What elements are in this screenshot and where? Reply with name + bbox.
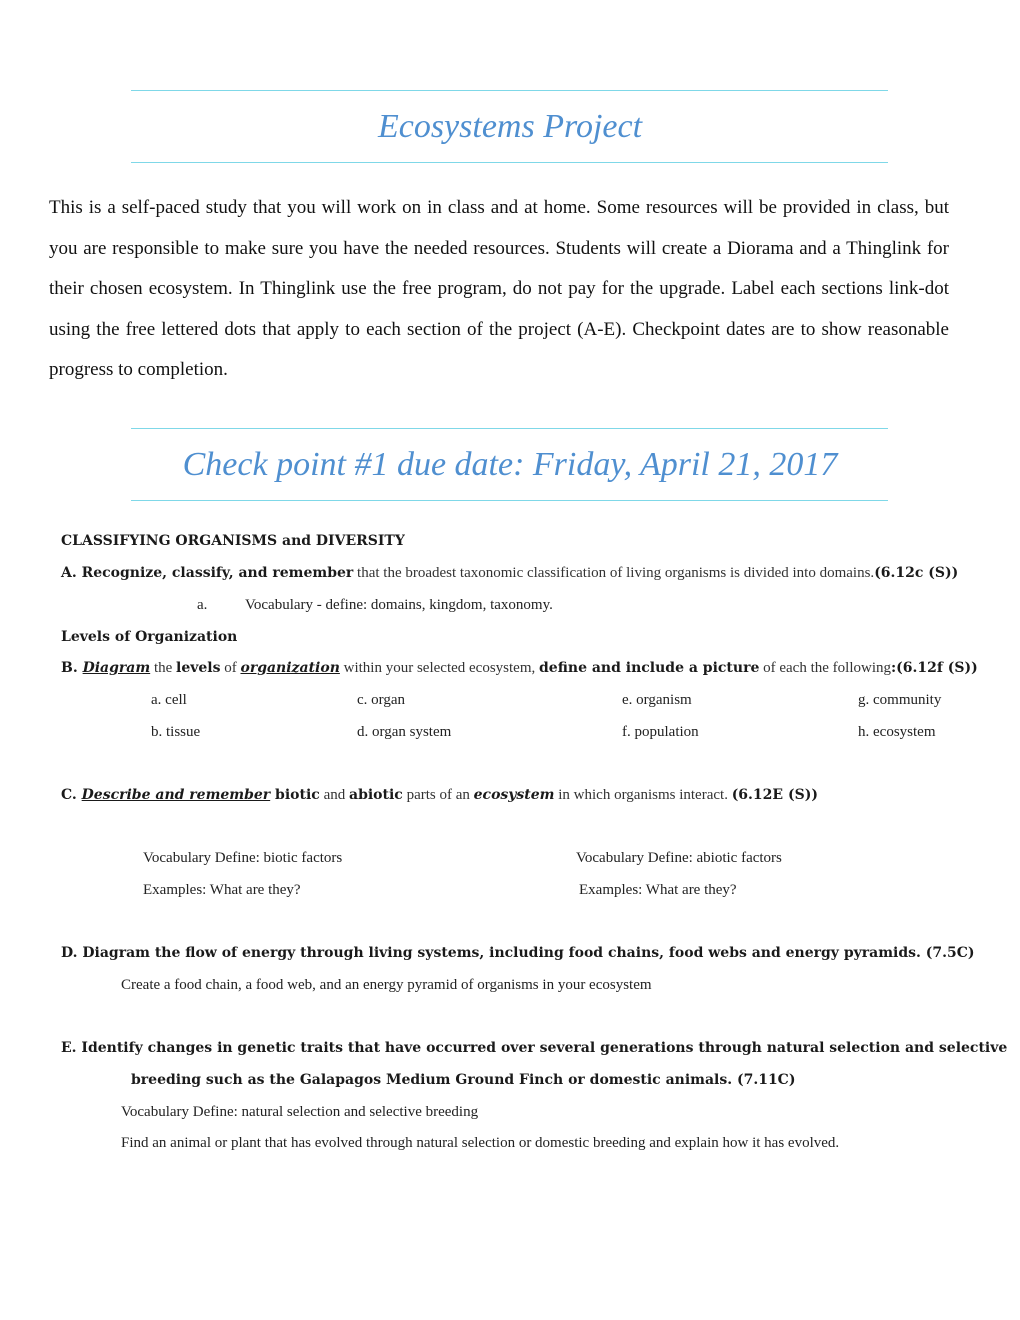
section-c-interact: in which organisms interact. — [554, 787, 732, 803]
section-e-task: Find an animal or plant that has evolved through natural selection or domestic breeding and explain how it has evolved. — [121, 1135, 840, 1151]
level-item: a. cell — [151, 692, 187, 708]
section-c-describe: Describe and remember — [81, 787, 271, 803]
section-b-organization: organization — [240, 660, 340, 676]
section-c-parts: parts of an — [402, 787, 474, 803]
section-c-line — [61, 787, 818, 804]
section-b-diagram: Diagram — [82, 660, 151, 676]
section-c-biotic: biotic — [270, 787, 320, 803]
level-item: h. ecosystem — [858, 724, 936, 740]
level-item: d. organ system — [357, 724, 452, 740]
level-item: c. organ — [357, 692, 406, 708]
section-b-of: of — [220, 660, 241, 676]
section-a-text: that the broadest taxonomic classification of living organisms is divided into domains. — [353, 565, 875, 581]
section-e-heading-line2: breeding such as the Galapagos Medium Ground Finch or domestic animals. (7.11C) — [131, 1072, 796, 1088]
level-item: f. population — [622, 724, 699, 740]
classifying-heading: CLASSIFYING ORGANISMS and DIVERSITY — [61, 533, 405, 549]
section-e-heading-line1: E. Identify changes in genetic traits that have occurred over several generations through natural selection and selective — [61, 1040, 1008, 1056]
section-b-levels: levels — [176, 660, 221, 676]
level-item: e. organism — [622, 692, 692, 708]
section-a-sub-marker: a. — [197, 597, 208, 613]
examples-biotic: Examples: What are they? — [143, 882, 301, 898]
section-b-following: of each the following — [759, 660, 891, 676]
title-bottom-rule — [131, 162, 888, 163]
section-b-letter: B. — [61, 660, 83, 676]
levels-heading: Levels of Organization — [61, 629, 238, 645]
page-title: Ecosystems Project — [377, 108, 643, 145]
section-c-letter: C. — [61, 787, 82, 803]
vocab-biotic: Vocabulary Define: biotic factors — [143, 850, 343, 866]
vocab-abiotic: Vocabulary Define: abiotic factors — [576, 850, 782, 866]
section-c-abiotic: abiotic — [349, 787, 403, 803]
title-top-rule — [131, 90, 888, 91]
section-d-text: Create a food chain, a food web, and an energy pyramid of organisms in your ecosystem — [121, 977, 652, 993]
section-c-ecosystem: ecosystem — [473, 787, 555, 803]
section-d-heading: D. Diagram the flow of energy through living systems, including food chains, food webs and energy pyramids. (7.5C) — [61, 945, 975, 961]
level-item: b. tissue — [151, 724, 201, 740]
section-a-line — [61, 565, 958, 582]
section-b-line — [61, 660, 978, 677]
checkpoint-bottom-rule — [131, 500, 888, 501]
section-e-vocab: Vocabulary Define: natural selection and selective breeding — [121, 1104, 479, 1120]
section-b-within: within your selected ecosystem, — [339, 660, 540, 676]
intro-paragraph: This is a self-paced study that you will work on in class and at home. Some resources will be provided in class, but you are responsible to make sure you have the needed resources. Students will create a Diorama and a Thinglink for their chosen ecosystem. In Thinglink use the free program, do not pay for the upgrade. Label each sections link-dot using the free lettered dots that apply to each section of the project (A-E). Checkpoint dates are to show reasonable progress to completion. — [49, 197, 949, 380]
examples-abiotic: Examples: What are they? — [579, 882, 737, 898]
section-c-and: and — [319, 787, 349, 803]
section-a-sub-text: Vocabulary - define: domains, kingdom, taxonomy. — [245, 597, 553, 613]
section-b-define: define and include a picture — [539, 660, 760, 676]
section-b-the: the — [150, 660, 177, 676]
section-b-code: :(6.12f (S)) — [890, 660, 978, 676]
section-a-bold: A. Recognize, classify, and remember — [61, 565, 354, 581]
checkpoint-top-rule — [131, 428, 888, 429]
checkpoint-title: Check point #1 due date: Friday, April 21, 2017 — [182, 446, 838, 483]
section-c-code: (6.12E (S)) — [731, 787, 818, 803]
level-item: g. community — [858, 692, 942, 708]
section-a-code: (6.12c (S)) — [874, 565, 959, 581]
